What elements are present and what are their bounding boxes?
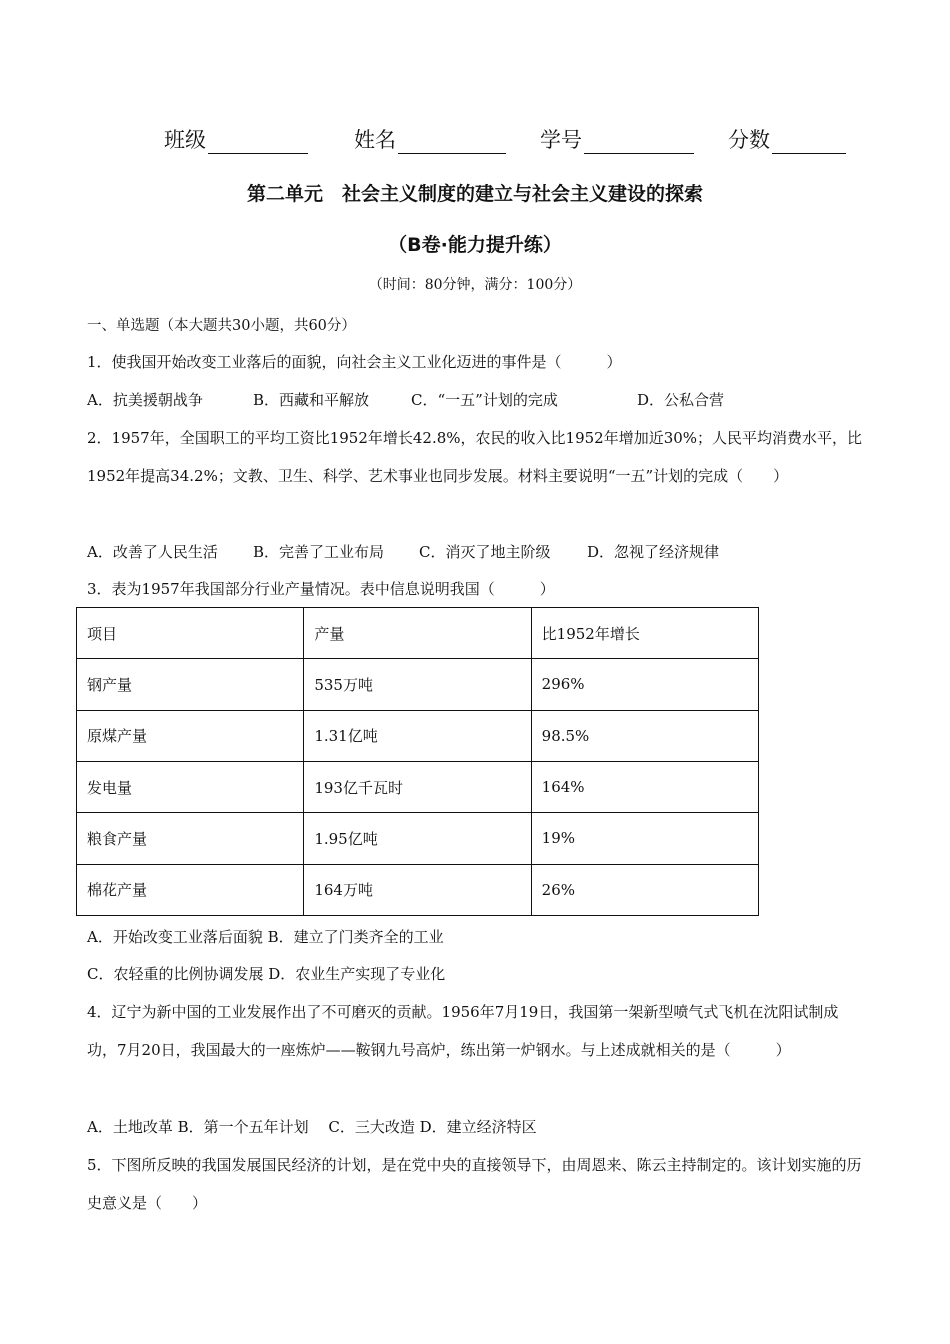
table-header-cell: 产量 [304,608,531,659]
table-header-cell: 项目 [77,608,304,659]
question-4-stem: 4．辽宁为新中国的工业发展作出了不可磨灭的贡献。1956年7月19日，我国第一架新型喷气式飞机在沈阳试制成功，7月20日，我国最大的一座炼炉——鞍钢九号高炉，练出第一炉钢水。与上述成就相关的是（ ） [87,1003,839,1059]
question-2-options [87,541,719,562]
table-cell: 发电量 [77,761,304,812]
option: C．“一五”计划的完成 [411,391,558,409]
option: A．改善了人民生活 [87,543,218,561]
name-field [354,124,506,154]
header-fields [164,124,864,154]
table-cell: 98.5% [531,710,758,761]
table-cell: 193亿千瓦时 [304,761,531,812]
question-3-options-line-1: A．开始改变工业落后面貌 B．建立了门类齐全的工业 [87,928,444,946]
table-row [77,710,759,761]
table-cell: 1.31亿吨 [304,710,531,761]
table-cell: 296% [531,659,758,710]
name-blank [398,129,506,154]
production-table [76,607,759,916]
score-label: 分数 [728,128,770,152]
question-1-stem: 1．使我国开始改变工业落后的面貌，向社会主义工业化迈进的事件是（ ） [87,353,622,371]
page-title: 第二单元 社会主义制度的建立与社会主义建设的探索 [246,183,703,205]
table-header-row [77,608,759,659]
option: D．忽视了经济规律 [587,543,720,561]
table-cell: 1.95亿吨 [304,813,531,864]
id-label: 学号 [540,128,582,152]
exam-meta: （时间：80分钟，满分：100分） [368,277,582,293]
id-blank [584,129,694,154]
table-cell: 164万吨 [304,864,531,915]
table-row [77,659,759,710]
table-header-cell: 比1952年增长 [531,608,758,659]
section-heading: 一、单选题（本大题共30小题，共60分） [87,318,356,334]
table-row [77,813,759,864]
question-3-options-line-2: C．农轻重的比例协调发展 D．农业生产实现了专业化 [87,965,446,983]
table-row [77,761,759,812]
table-cell: 粮食产量 [77,813,304,864]
question-2-stem: 2．1957年，全国职工的平均工资比1952年增长42.8%，农民的收入比1952年增加近30%；人民平均消费水平，比1952年提高34.2%；文教、卫生、科学、艺术事业也同步发展。材料主要说明“一五”计划的完成（ ） [87,429,863,485]
option: C．消灭了地主阶级 [419,543,551,561]
table-cell: 26% [531,864,758,915]
question-5-stem: 5．下图所反映的我国发展国民经济的计划，是在党中央的直接领导下，由周恩来、陈云主持制定的。该计划实施的历史意义是（ ） [87,1156,862,1212]
table-row [77,864,759,915]
table-cell: 164% [531,761,758,812]
name-label: 姓名 [354,128,396,152]
question-1-options [87,389,724,410]
table-cell: 535万吨 [304,659,531,710]
table-cell: 19% [531,813,758,864]
option: D．公私合营 [637,391,725,409]
table-cell: 棉花产量 [77,864,304,915]
id-field [540,124,694,154]
option: B．西藏和平解放 [253,391,370,409]
question-3-stem: 3．表为1957年我国部分行业产量情况。表中信息说明我国（ ） [87,580,555,598]
table-cell: 原煤产量 [77,710,304,761]
question-4-options: A．土地改革 B．第一个五年计划 C．三大改造 D．建立经济特区 [87,1118,537,1136]
class-label: 班级 [164,128,206,152]
option: B．完善了工业布局 [253,543,385,561]
class-field [164,124,308,154]
table-cell: 钢产量 [77,659,304,710]
score-field [728,124,846,154]
option: A．抗美援朝战争 [87,391,203,409]
class-blank [208,129,308,154]
page-subtitle: （B卷·能力提升练） [388,234,562,256]
score-blank [772,129,846,154]
